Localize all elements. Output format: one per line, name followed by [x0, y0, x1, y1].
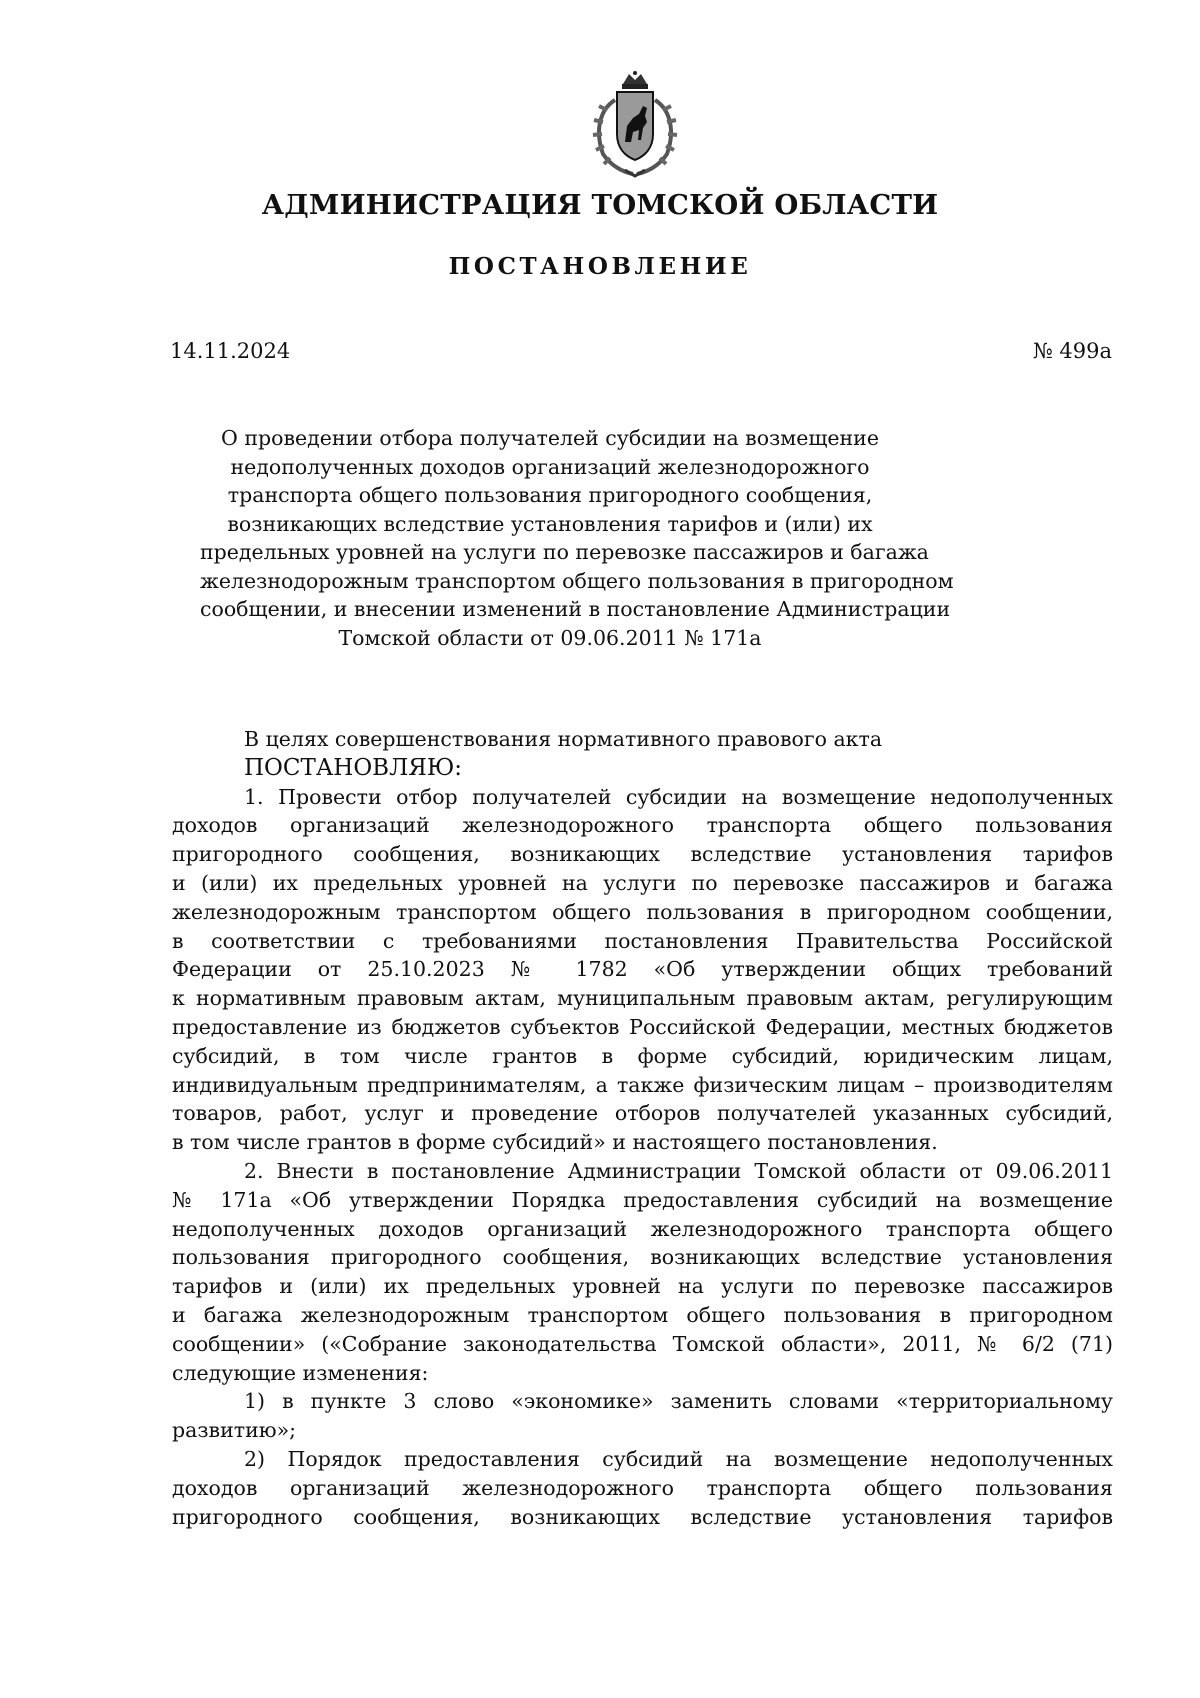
document-heading	[200, 424, 954, 652]
body-line: Федерации от 25.10.2023 № 1782 «Об утверждении общих требований	[172, 957, 1113, 982]
heading-line: железнодорожным транспортом общего пользования в пригородном	[200, 568, 954, 593]
heading-line: недополученных доходов организаций железнодорожного	[230, 454, 870, 479]
body-line: пригородного сообщения, возникающих вследствие установления тарифов	[172, 842, 1113, 867]
body-line: в соответствии с требованиями постановления Правительства Российской	[172, 928, 1113, 953]
body-line: доходов организаций железнодорожного транспорта общего пользования	[172, 1475, 1113, 1500]
body-line: субсидий, в том числе грантов в форме субсидий, юридическим лицам,	[172, 1043, 1113, 1068]
heading-line: возникающих вследствие установления тарифов и (или) их	[227, 511, 873, 536]
body-line: и (или) их предельных уровней на услуги по перевозке пассажиров и багажа	[172, 870, 1113, 895]
body-line: и багажа железнодорожным транспортом общего пользования в пригородном	[172, 1302, 1113, 1327]
body-line: доходов организаций железнодорожного транспорта общего пользования	[172, 813, 1113, 838]
heading-line: транспорта общего пользования пригородного сообщения,	[227, 483, 873, 507]
preamble-line: В целях совершенствования нормативного правового акта	[244, 727, 883, 751]
document-body	[172, 725, 1113, 1531]
body-line: развитию»;	[172, 1418, 297, 1443]
heading-line: Томской области от 09.06.2011 № 171а	[338, 625, 762, 650]
body-line: 2) Порядок предоставления субсидий на возмещение недополученных	[244, 1446, 1113, 1471]
body-line: 1. Провести отбор получателей субсидии на возмещение недополученных	[244, 784, 1113, 809]
body-line: 2. Внести в постановление Администрации Томской области от 09.06.2011	[244, 1158, 1113, 1183]
body-line: в том числе грантов в форме субсидий» и настоящего постановления.	[172, 1130, 938, 1155]
body-line: железнодорожным транспортом общего пользования в пригородном сообщении,	[172, 899, 1113, 924]
document-type: ПОСТАНОВЛЕНИЕ	[448, 253, 752, 280]
body-line: тарифов и (или) их предельных уровней на услуги по перевозке пассажиров	[172, 1274, 1113, 1299]
body-line: 1) в пункте 3 слово «экономике» заменить словами «территориальному	[244, 1389, 1113, 1414]
body-line: индивидуальным предпринимателям, а также физическим лицам – производителям	[172, 1072, 1113, 1097]
body-line: пригородного сообщения, возникающих вследствие установления тарифов	[172, 1504, 1113, 1529]
resolve-word: ПОСТАНОВЛЯЮ:	[244, 754, 463, 781]
body-line: № 171а «Об утверждении Порядка предоставления субсидий на возмещение	[172, 1187, 1113, 1212]
document-date: 14.11.2024	[170, 339, 291, 363]
heading-line: предельных уровней на услуги по перевозке пассажиров и багажа	[200, 540, 929, 564]
document-number: № 499а	[1032, 339, 1112, 363]
body-line: товаров, работ, услуг и проведение отборов получателей указанных субсидий,	[172, 1101, 1113, 1126]
heading-line: О проведении отбора получателей субсидии на возмещение	[221, 426, 879, 450]
coat-of-arms-emblem	[585, 70, 685, 180]
body-line: пользования пригородного сообщения, возникающих вследствие установления	[172, 1245, 1113, 1270]
body-line: недополученных доходов организаций железнодорожного транспорта общего	[172, 1216, 1113, 1241]
body-line: сообщении» («Собрание законодательства Томской области», 2011, № 6/2 (71)	[172, 1331, 1113, 1356]
body-line: предоставление из бюджетов субъектов Российской Федерации, местных бюджетов	[172, 1014, 1113, 1039]
organization-title: АДМИНИСТРАЦИЯ ТОМСКОЙ ОБЛАСТИ	[261, 189, 939, 221]
body-line: к нормативным правовым актам, муниципальным правовым актам, регулирующим	[172, 986, 1113, 1011]
heading-line: сообщении, и внесении изменений в постановление Администрации	[200, 597, 951, 621]
body-line: следующие изменения:	[172, 1360, 429, 1385]
